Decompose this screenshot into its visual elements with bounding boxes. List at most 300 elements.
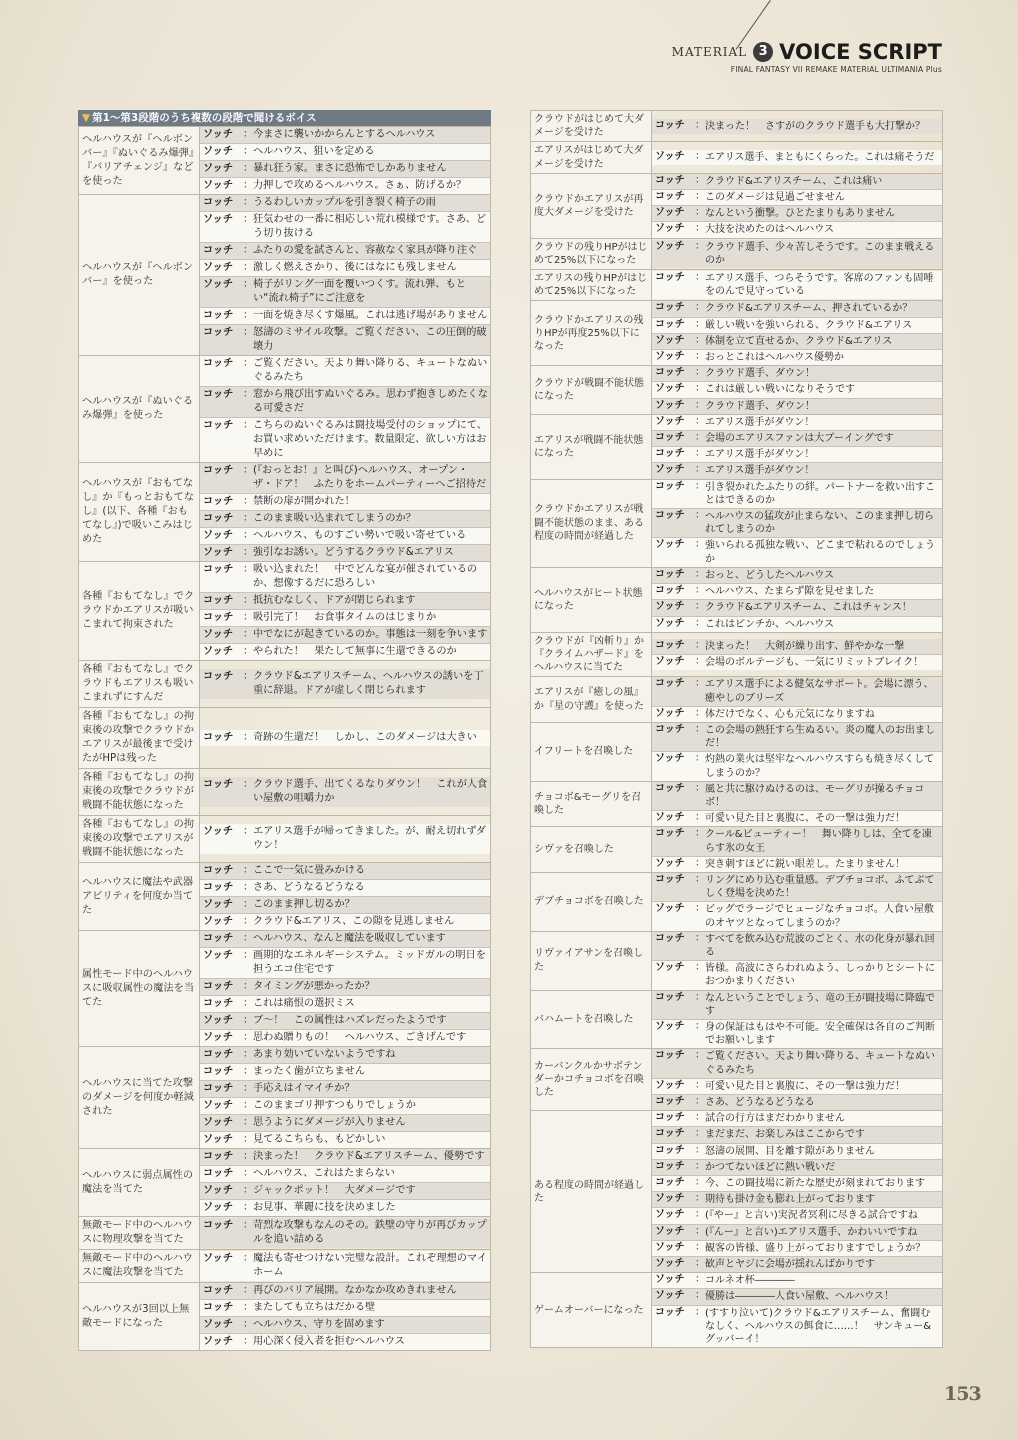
speaker-name: コッチ bbox=[203, 465, 234, 476]
voice-lines bbox=[652, 872, 943, 931]
separator: ： bbox=[695, 367, 705, 379]
line-text: お見事、華麗に技を決めました bbox=[253, 1202, 396, 1213]
speaker-name: ソッチ bbox=[203, 1319, 234, 1330]
separator: ： bbox=[695, 1128, 705, 1140]
voice-row bbox=[79, 661, 491, 708]
line-text: 強いられる孤独な戦い、どこまで粘れるのでしょうか bbox=[705, 540, 935, 565]
line-text: 可愛い見た目と裏腹に、その一撃は強力だ！ bbox=[705, 1080, 905, 1092]
voice-row bbox=[531, 827, 943, 873]
voice-line bbox=[200, 277, 490, 308]
line-text: 決まった！ クラウド&エアリスチーム、優勢です bbox=[253, 1151, 485, 1162]
voice-line bbox=[200, 610, 490, 627]
speaker-name: コッチ bbox=[203, 732, 234, 743]
separator: ： bbox=[695, 932, 705, 944]
trigger-condition: クラウドかエアリスの残りHPが再度25%以下になった bbox=[531, 301, 652, 366]
voice-lines bbox=[200, 356, 491, 463]
voice-row bbox=[79, 195, 491, 356]
separator: ： bbox=[243, 197, 254, 208]
line-text: 期待も掛け金も膨れ上がっております bbox=[705, 1194, 875, 1206]
section-heading bbox=[78, 110, 491, 126]
separator: ： bbox=[243, 146, 254, 157]
voice-row bbox=[79, 816, 491, 863]
separator: ： bbox=[695, 174, 705, 186]
separator: ： bbox=[243, 1285, 254, 1296]
voice-line bbox=[652, 1095, 942, 1110]
line-text: ヘルハウスの猛攻が止まらない、このまま押し切られてしまうのか bbox=[705, 511, 934, 536]
speaker-name: コッチ bbox=[203, 358, 234, 369]
line-text: 椅子がリング一面を覆いつくす。流れ弾、もとい“流れ椅子”にご注意を bbox=[253, 279, 466, 304]
speaker-name: コッチ bbox=[655, 1177, 685, 1189]
line-text: エアリス選手、つらそうです。客席のファンも固唾をのんで見守っている bbox=[705, 273, 934, 298]
separator: ： bbox=[695, 1020, 705, 1032]
separator: ： bbox=[695, 399, 705, 411]
line-text: うるわしいカップルを引き裂く椅子の雨 bbox=[253, 197, 436, 208]
speaker-name: ソッチ bbox=[203, 1253, 234, 1264]
voice-line bbox=[200, 644, 490, 660]
voice-row bbox=[531, 872, 943, 931]
voice-line bbox=[200, 777, 490, 807]
speaker-name: コッチ bbox=[203, 779, 234, 790]
line-text: クラウド選手、ダウン！ bbox=[705, 400, 815, 412]
voice-line bbox=[200, 212, 490, 243]
speaker-name: ソッチ bbox=[655, 656, 685, 667]
trigger-condition: バハムートを召喚した bbox=[531, 990, 652, 1049]
voice-row bbox=[531, 301, 943, 366]
voice-line bbox=[652, 584, 942, 600]
speaker-name: ソッチ bbox=[203, 547, 234, 558]
voice-line bbox=[652, 334, 942, 350]
line-text: こちらのぬいぐるみは闘技場受付のショップにて、お買い求めいただけます。数量限定、欲しい方はお早めに bbox=[253, 420, 487, 459]
separator: ： bbox=[695, 1290, 705, 1302]
speaker-name: ソッチ bbox=[203, 646, 234, 657]
speaker-name: コッチ bbox=[655, 678, 685, 690]
voice-line bbox=[652, 600, 942, 616]
voice-row bbox=[531, 238, 943, 269]
voice-lines bbox=[200, 931, 491, 1047]
line-text: 体だけでなく、心も元気になりますね bbox=[705, 708, 875, 720]
voice-lines bbox=[652, 173, 943, 238]
speaker-name: コッチ bbox=[203, 1168, 234, 1179]
separator: ： bbox=[695, 1274, 705, 1286]
voice-table-left bbox=[78, 126, 491, 1351]
speaker-name: コッチ bbox=[203, 882, 234, 893]
voice-line bbox=[200, 1013, 490, 1030]
voice-lines bbox=[652, 677, 943, 723]
voice-line bbox=[200, 1166, 490, 1183]
voice-line bbox=[652, 190, 942, 206]
line-text: これは痛恨の選択ミス bbox=[253, 998, 355, 1009]
line-text: エアリス選手がダウン！ bbox=[705, 465, 815, 477]
speaker-name: ソッチ bbox=[655, 1020, 685, 1032]
voice-line bbox=[200, 325, 490, 355]
speaker-name: ソッチ bbox=[655, 351, 685, 363]
separator: ： bbox=[243, 1220, 254, 1231]
voice-line bbox=[652, 1273, 942, 1289]
line-text: ビッグでラージでヒュージなチョコボ。人食い屋敷のオヤツとなってしまうのか？ bbox=[705, 904, 934, 929]
voice-line bbox=[652, 1257, 942, 1272]
separator: ： bbox=[243, 245, 254, 256]
speaker-name: ソッチ bbox=[203, 214, 234, 225]
speaker-name: コッチ bbox=[655, 1160, 685, 1172]
voice-line bbox=[652, 382, 942, 398]
separator: ： bbox=[695, 383, 705, 395]
voice-lines bbox=[652, 722, 943, 781]
line-text: ヘルハウス、なんと魔法を吸収しています bbox=[253, 933, 446, 944]
line-text: 今、この闘技場に新たな歴史が刻まれております bbox=[705, 1178, 925, 1190]
speaker-name: ソッチ bbox=[203, 826, 234, 837]
separator: ： bbox=[695, 962, 705, 974]
line-text: (『んー』と言い)エアリス選手、かわいいですね bbox=[705, 1226, 918, 1238]
separator: ： bbox=[695, 828, 705, 840]
speaker-name: コッチ bbox=[655, 1306, 685, 1318]
line-text: 会場のボルテージも、一気にリミットブレイク！ bbox=[705, 657, 924, 668]
voice-line bbox=[652, 639, 942, 655]
speaker-name: コッチ bbox=[203, 1302, 234, 1313]
separator: ： bbox=[243, 1083, 254, 1094]
trigger-condition: ヘルハウスが『ヘルボンバー』を使った bbox=[79, 195, 200, 356]
separator: ： bbox=[243, 1336, 254, 1347]
line-text: エアリス選手による健気なサポート。会場に漂う、癒やしのブリーズ bbox=[705, 679, 934, 704]
voice-line bbox=[200, 463, 490, 494]
separator: ： bbox=[695, 480, 705, 492]
separator: ： bbox=[243, 1168, 254, 1179]
speaker-name: コッチ bbox=[203, 1151, 234, 1162]
voice-line bbox=[652, 222, 942, 237]
separator: ： bbox=[695, 617, 705, 629]
separator: ： bbox=[695, 302, 705, 314]
voice-line bbox=[200, 1283, 490, 1300]
voice-line bbox=[200, 1300, 490, 1317]
voice-lines bbox=[652, 414, 943, 479]
separator: ： bbox=[243, 262, 254, 273]
voice-line bbox=[200, 1200, 490, 1216]
separator: ： bbox=[695, 678, 705, 690]
line-text: クラウド&エアリス、この隙を見逃しません bbox=[253, 916, 455, 927]
speaker-name: コッチ bbox=[203, 933, 234, 944]
voice-line bbox=[200, 528, 490, 545]
line-text: 禁断の扉が開かれた！ bbox=[253, 496, 355, 507]
voice-line bbox=[652, 1306, 942, 1348]
voice-line bbox=[652, 1020, 942, 1048]
separator: ： bbox=[243, 779, 254, 790]
separator: ： bbox=[695, 1193, 705, 1205]
voice-line bbox=[200, 880, 490, 897]
separator: ： bbox=[243, 998, 254, 1009]
voice-line bbox=[200, 260, 490, 277]
right-column bbox=[530, 110, 943, 1348]
speaker-name: コッチ bbox=[203, 671, 234, 682]
voice-lines bbox=[200, 1149, 491, 1217]
speaker-name: ソッチ bbox=[203, 916, 234, 927]
speaker-name: ソッチ bbox=[655, 334, 685, 346]
line-text: ヘルハウス、守りを固めます bbox=[253, 1319, 385, 1330]
speaker-name: コッチ bbox=[655, 723, 685, 735]
line-text: 決まった！ 大剣が繰り出す、鮮やかな一撃 bbox=[705, 640, 905, 652]
line-text: なんという衝撃。ひとたまりもありません bbox=[705, 208, 895, 220]
speaker-name: ソッチ bbox=[655, 601, 685, 613]
voice-lines bbox=[200, 562, 491, 661]
voice-row bbox=[79, 463, 491, 562]
voice-row bbox=[79, 562, 491, 661]
speaker-name: コッチ bbox=[203, 310, 234, 321]
speaker-name: コッチ bbox=[655, 480, 685, 492]
line-text: 引き裂かれたふたりの絆。パートナーを救い出すことはできるのか bbox=[705, 481, 935, 506]
line-text: 観客の皆様、盛り上がっておりますでしょうか？ bbox=[705, 1242, 926, 1254]
line-text: (すすり泣いて)クラウド&エアリスチーム、奮闘むなしく、ヘルハウスの餌食に……！ サンキュー&グッバーイ！ bbox=[705, 1307, 932, 1346]
trigger-condition: クラウドかエアリスが戦闘不能状態のまま、ある程度の時間が経過した bbox=[531, 479, 652, 567]
voice-line bbox=[652, 752, 942, 780]
voice-row bbox=[531, 1111, 943, 1273]
separator: ： bbox=[243, 595, 254, 606]
speaker-name: ソッチ bbox=[203, 1117, 234, 1128]
speaker-name: ソッチ bbox=[655, 1290, 685, 1302]
voice-line bbox=[200, 418, 490, 462]
voice-line bbox=[200, 545, 490, 561]
line-text: 会場のエアリスファンは大ブーイングです bbox=[705, 433, 894, 445]
separator: ： bbox=[695, 351, 705, 363]
voice-line bbox=[652, 782, 942, 811]
separator: ： bbox=[243, 899, 254, 910]
voice-line bbox=[200, 948, 490, 979]
speaker-name: コッチ bbox=[203, 612, 234, 623]
speaker-name: コッチ bbox=[655, 782, 685, 794]
voice-line bbox=[200, 1081, 490, 1098]
speaker-name: ソッチ bbox=[655, 707, 685, 719]
voice-line bbox=[200, 195, 490, 212]
separator: ： bbox=[243, 564, 254, 575]
line-text: クラウド選手、ダウン！ bbox=[705, 368, 815, 380]
speaker-name: コッチ bbox=[655, 1096, 685, 1107]
separator: ： bbox=[695, 207, 705, 219]
speaker-name: コッチ bbox=[203, 1220, 234, 1231]
left-column bbox=[78, 110, 491, 1351]
voice-row bbox=[79, 356, 491, 463]
speaker-name: コッチ bbox=[203, 197, 234, 208]
line-text: おっとこれはヘルハウス優勢か bbox=[705, 352, 844, 364]
voice-line bbox=[200, 243, 490, 260]
line-text: すべてを飲み込む荒波のごとく、水の化身が暴れ回る bbox=[705, 933, 935, 958]
line-text: 体制を立て直せるか、クラウド&エアリス bbox=[705, 335, 893, 347]
speaker-name: ソッチ bbox=[655, 1258, 685, 1270]
voice-row bbox=[79, 1250, 491, 1283]
separator: ： bbox=[243, 671, 254, 682]
trigger-condition: クラウドの残りHPがはじめて25%以下になった bbox=[531, 238, 652, 269]
speaker-name: コッチ bbox=[655, 639, 685, 651]
speaker-name: コッチ bbox=[203, 564, 234, 575]
line-text: エアリス選手、まともにくらった。これは痛そうだ bbox=[705, 152, 935, 163]
line-text: かつてないほどに熱い戦いだ bbox=[705, 1161, 835, 1173]
voice-line bbox=[200, 1115, 490, 1132]
line-text: このままゴリ押すつもりでしょうか bbox=[253, 1100, 416, 1111]
voice-line bbox=[652, 174, 942, 190]
speaker-name: コッチ bbox=[655, 174, 685, 186]
line-text: 優勝は――――人食い屋敷、ヘルハウス！ bbox=[705, 1291, 894, 1303]
speaker-name: コッチ bbox=[655, 119, 685, 131]
line-text: エアリス選手がダウン！ bbox=[705, 416, 815, 428]
speaker-name: ソッチ bbox=[203, 530, 234, 541]
line-text: やられた！ 果たして無事に生還できるのか bbox=[253, 646, 457, 657]
line-text: 今まさに襲いかからんとするヘルハウス bbox=[253, 129, 436, 140]
line-text: さあ、どうなるどうなる bbox=[705, 1097, 815, 1108]
voice-row bbox=[79, 1149, 491, 1217]
voice-line bbox=[200, 1047, 490, 1064]
speaker-name: コッチ bbox=[655, 568, 685, 580]
voice-lines bbox=[652, 270, 943, 301]
voice-lines bbox=[200, 769, 491, 816]
separator: ： bbox=[695, 510, 705, 522]
line-text: 大技を決めたのはヘルハウス bbox=[705, 224, 834, 236]
separator: ： bbox=[695, 1225, 705, 1237]
speaker-name: ソッチ bbox=[655, 812, 685, 824]
voice-line bbox=[200, 1030, 490, 1046]
separator: ： bbox=[243, 547, 254, 558]
page-header bbox=[672, 40, 942, 74]
separator: ： bbox=[695, 1144, 705, 1156]
separator: ： bbox=[243, 530, 254, 541]
separator: ： bbox=[243, 916, 254, 927]
separator: ： bbox=[695, 1177, 705, 1189]
voice-line bbox=[652, 150, 942, 165]
separator: ： bbox=[695, 1209, 705, 1221]
speaker-name: コッチ bbox=[203, 1066, 234, 1077]
speaker-name: ソッチ bbox=[655, 753, 685, 765]
speaker-name: コッチ bbox=[655, 873, 685, 885]
voice-line bbox=[200, 387, 490, 418]
voice-row bbox=[531, 781, 943, 827]
line-text: 思わぬ贈りもの！ ヘルハウス、ごきげんです bbox=[253, 1032, 467, 1043]
trigger-condition: リヴァイアサンを召喚した bbox=[531, 931, 652, 990]
separator: ： bbox=[243, 981, 254, 992]
voice-row bbox=[531, 632, 943, 677]
trigger-condition: ヘルハウスが『ヘルボンバー』『ぬいぐるみ爆弾』『バリアチェンジ』などを使った bbox=[79, 127, 200, 195]
speaker-name: コッチ bbox=[655, 991, 685, 1003]
line-text: リングにめり込む重量感。デブチョコボ、ふてぶてしく登場を決めた！ bbox=[705, 874, 935, 900]
voice-line bbox=[200, 824, 490, 854]
line-text: 歓声とヤジに会場が揺れんばかりです bbox=[705, 1259, 875, 1271]
voice-lines bbox=[652, 990, 943, 1049]
voice-line bbox=[652, 1241, 942, 1257]
voice-line bbox=[652, 399, 942, 414]
voice-line bbox=[652, 707, 942, 722]
voice-line bbox=[200, 308, 490, 325]
section-title: VOICE SCRIPT bbox=[779, 40, 942, 64]
separator: ： bbox=[243, 496, 254, 507]
voice-line bbox=[652, 991, 942, 1020]
voice-line bbox=[652, 480, 942, 509]
separator: ： bbox=[243, 129, 254, 140]
line-text: ヘルハウス、ものすごい勢いで吸い寄せている bbox=[253, 530, 467, 541]
voice-lines bbox=[652, 1111, 943, 1273]
line-text: 中でなにが起きているのか。事態は一刻を争います bbox=[253, 629, 488, 640]
separator: ： bbox=[243, 933, 254, 944]
trigger-condition: エアリスがはじめて大ダメージを受けた bbox=[531, 142, 652, 173]
separator: ： bbox=[695, 1050, 705, 1062]
voice-line bbox=[652, 1176, 942, 1192]
trigger-condition: ヘルハウスが『おもてなし』か『もっとおもてなし』(以下、各種『おもてなし』)で吸いこみはじめた bbox=[79, 463, 200, 562]
line-text: 一面を焼き尽くす爆風。これは逃げ場がありません bbox=[253, 310, 488, 321]
speaker-name: ソッチ bbox=[655, 223, 685, 235]
trigger-condition: ゲームオーバーになった bbox=[531, 1273, 652, 1348]
voice-row bbox=[79, 1283, 491, 1351]
voice-line bbox=[652, 240, 942, 268]
trigger-condition: デブチョコボを召喚した bbox=[531, 872, 652, 931]
line-text: 窓から飛び出すぬいぐるみ。思わず抱きしめたくなる可愛さだ bbox=[253, 389, 488, 414]
separator: ： bbox=[243, 629, 254, 640]
speaker-name: コッチ bbox=[655, 585, 685, 597]
voice-row bbox=[79, 708, 491, 769]
speaker-name: コッチ bbox=[203, 1049, 234, 1060]
speaker-name: ソッチ bbox=[203, 950, 234, 961]
line-text: 狂気わせの一番に相応しい荒れ模様です。さあ、どう切り抜ける bbox=[253, 214, 487, 239]
voice-line bbox=[652, 463, 942, 478]
speaker-name: ソッチ bbox=[203, 1202, 234, 1213]
speaker-name: ソッチ bbox=[655, 962, 685, 974]
line-text: クラウド選手、少々苦しそうです。このまま戦えるのか bbox=[705, 241, 935, 266]
trigger-condition: ヘルハウスがヒート状態になった bbox=[531, 567, 652, 632]
speaker-name: ソッチ bbox=[203, 1100, 234, 1111]
voice-lines bbox=[652, 366, 943, 415]
voice-line bbox=[652, 447, 942, 463]
speaker-name: ソッチ bbox=[655, 1274, 685, 1286]
separator: ： bbox=[243, 1302, 254, 1313]
voice-line bbox=[200, 1064, 490, 1081]
line-text: エアリス選手が帰ってきました。が、耐え切れずダウン！ bbox=[253, 826, 486, 851]
voice-lines bbox=[652, 111, 943, 142]
line-text: またしても立ちはだかる壁 bbox=[253, 1302, 376, 1313]
speaker-name: コッチ bbox=[655, 302, 685, 314]
speaker-name: ソッチ bbox=[203, 129, 234, 140]
voice-line bbox=[200, 511, 490, 528]
voice-line bbox=[200, 931, 490, 948]
line-text: 見てるこちらも、もどかしい bbox=[253, 1134, 386, 1145]
separator: ： bbox=[695, 1306, 705, 1318]
trigger-condition: クラウドが戦闘不能状態になった bbox=[531, 366, 652, 415]
voice-line bbox=[200, 1098, 490, 1115]
trigger-condition: エアリスの残りHPがはじめて25%以下になった bbox=[531, 270, 652, 301]
line-text: (『やー』と言い)実況者冥利に尽きる試合ですね bbox=[705, 1210, 918, 1222]
line-text: 怒濤の展開、目を離す隙がありません bbox=[705, 1145, 875, 1157]
voice-row bbox=[79, 1217, 491, 1250]
separator: ： bbox=[695, 539, 705, 551]
voice-row bbox=[531, 931, 943, 990]
line-text: ご覧ください。天より舞い降りる、キュートなぬいぐるみたち bbox=[253, 358, 488, 383]
section-heading-text: 第1〜第3段階のうち複数の段階で聞けるボイス bbox=[92, 112, 317, 124]
page-number: 153 bbox=[944, 1383, 981, 1405]
trigger-condition: カーバンクルかサボテンダーかコチョコボを召喚した bbox=[531, 1049, 652, 1111]
voice-lines bbox=[200, 195, 491, 356]
line-text: 力押しで攻めるヘルハウス。さぁ、防げるか？ bbox=[253, 180, 467, 191]
voice-line bbox=[200, 897, 490, 914]
speaker-name: コッチ bbox=[203, 981, 234, 992]
trigger-condition: ヘルハウスが3回以上無敵モードになった bbox=[79, 1283, 200, 1351]
speaker-name: ソッチ bbox=[655, 857, 685, 869]
voice-line bbox=[652, 318, 942, 334]
voice-row bbox=[531, 677, 943, 723]
separator: ： bbox=[695, 991, 705, 1003]
separator: ： bbox=[243, 1253, 254, 1264]
speaker-name: ソッチ bbox=[203, 1015, 234, 1026]
line-text: コルネオ杯―――― bbox=[705, 1275, 795, 1287]
speaker-name: コッチ bbox=[655, 932, 685, 944]
line-text: おっと、どうしたヘルハウス bbox=[705, 569, 834, 581]
voice-line bbox=[652, 1208, 942, 1224]
voice-line bbox=[200, 669, 490, 699]
speaker-name: ソッチ bbox=[203, 899, 234, 910]
separator: ： bbox=[695, 1079, 705, 1091]
line-text: 抵抗むなしく、ドアが閉じられます bbox=[253, 595, 416, 606]
separator: ： bbox=[695, 334, 705, 346]
chapter-number-badge: 3 bbox=[753, 42, 773, 62]
